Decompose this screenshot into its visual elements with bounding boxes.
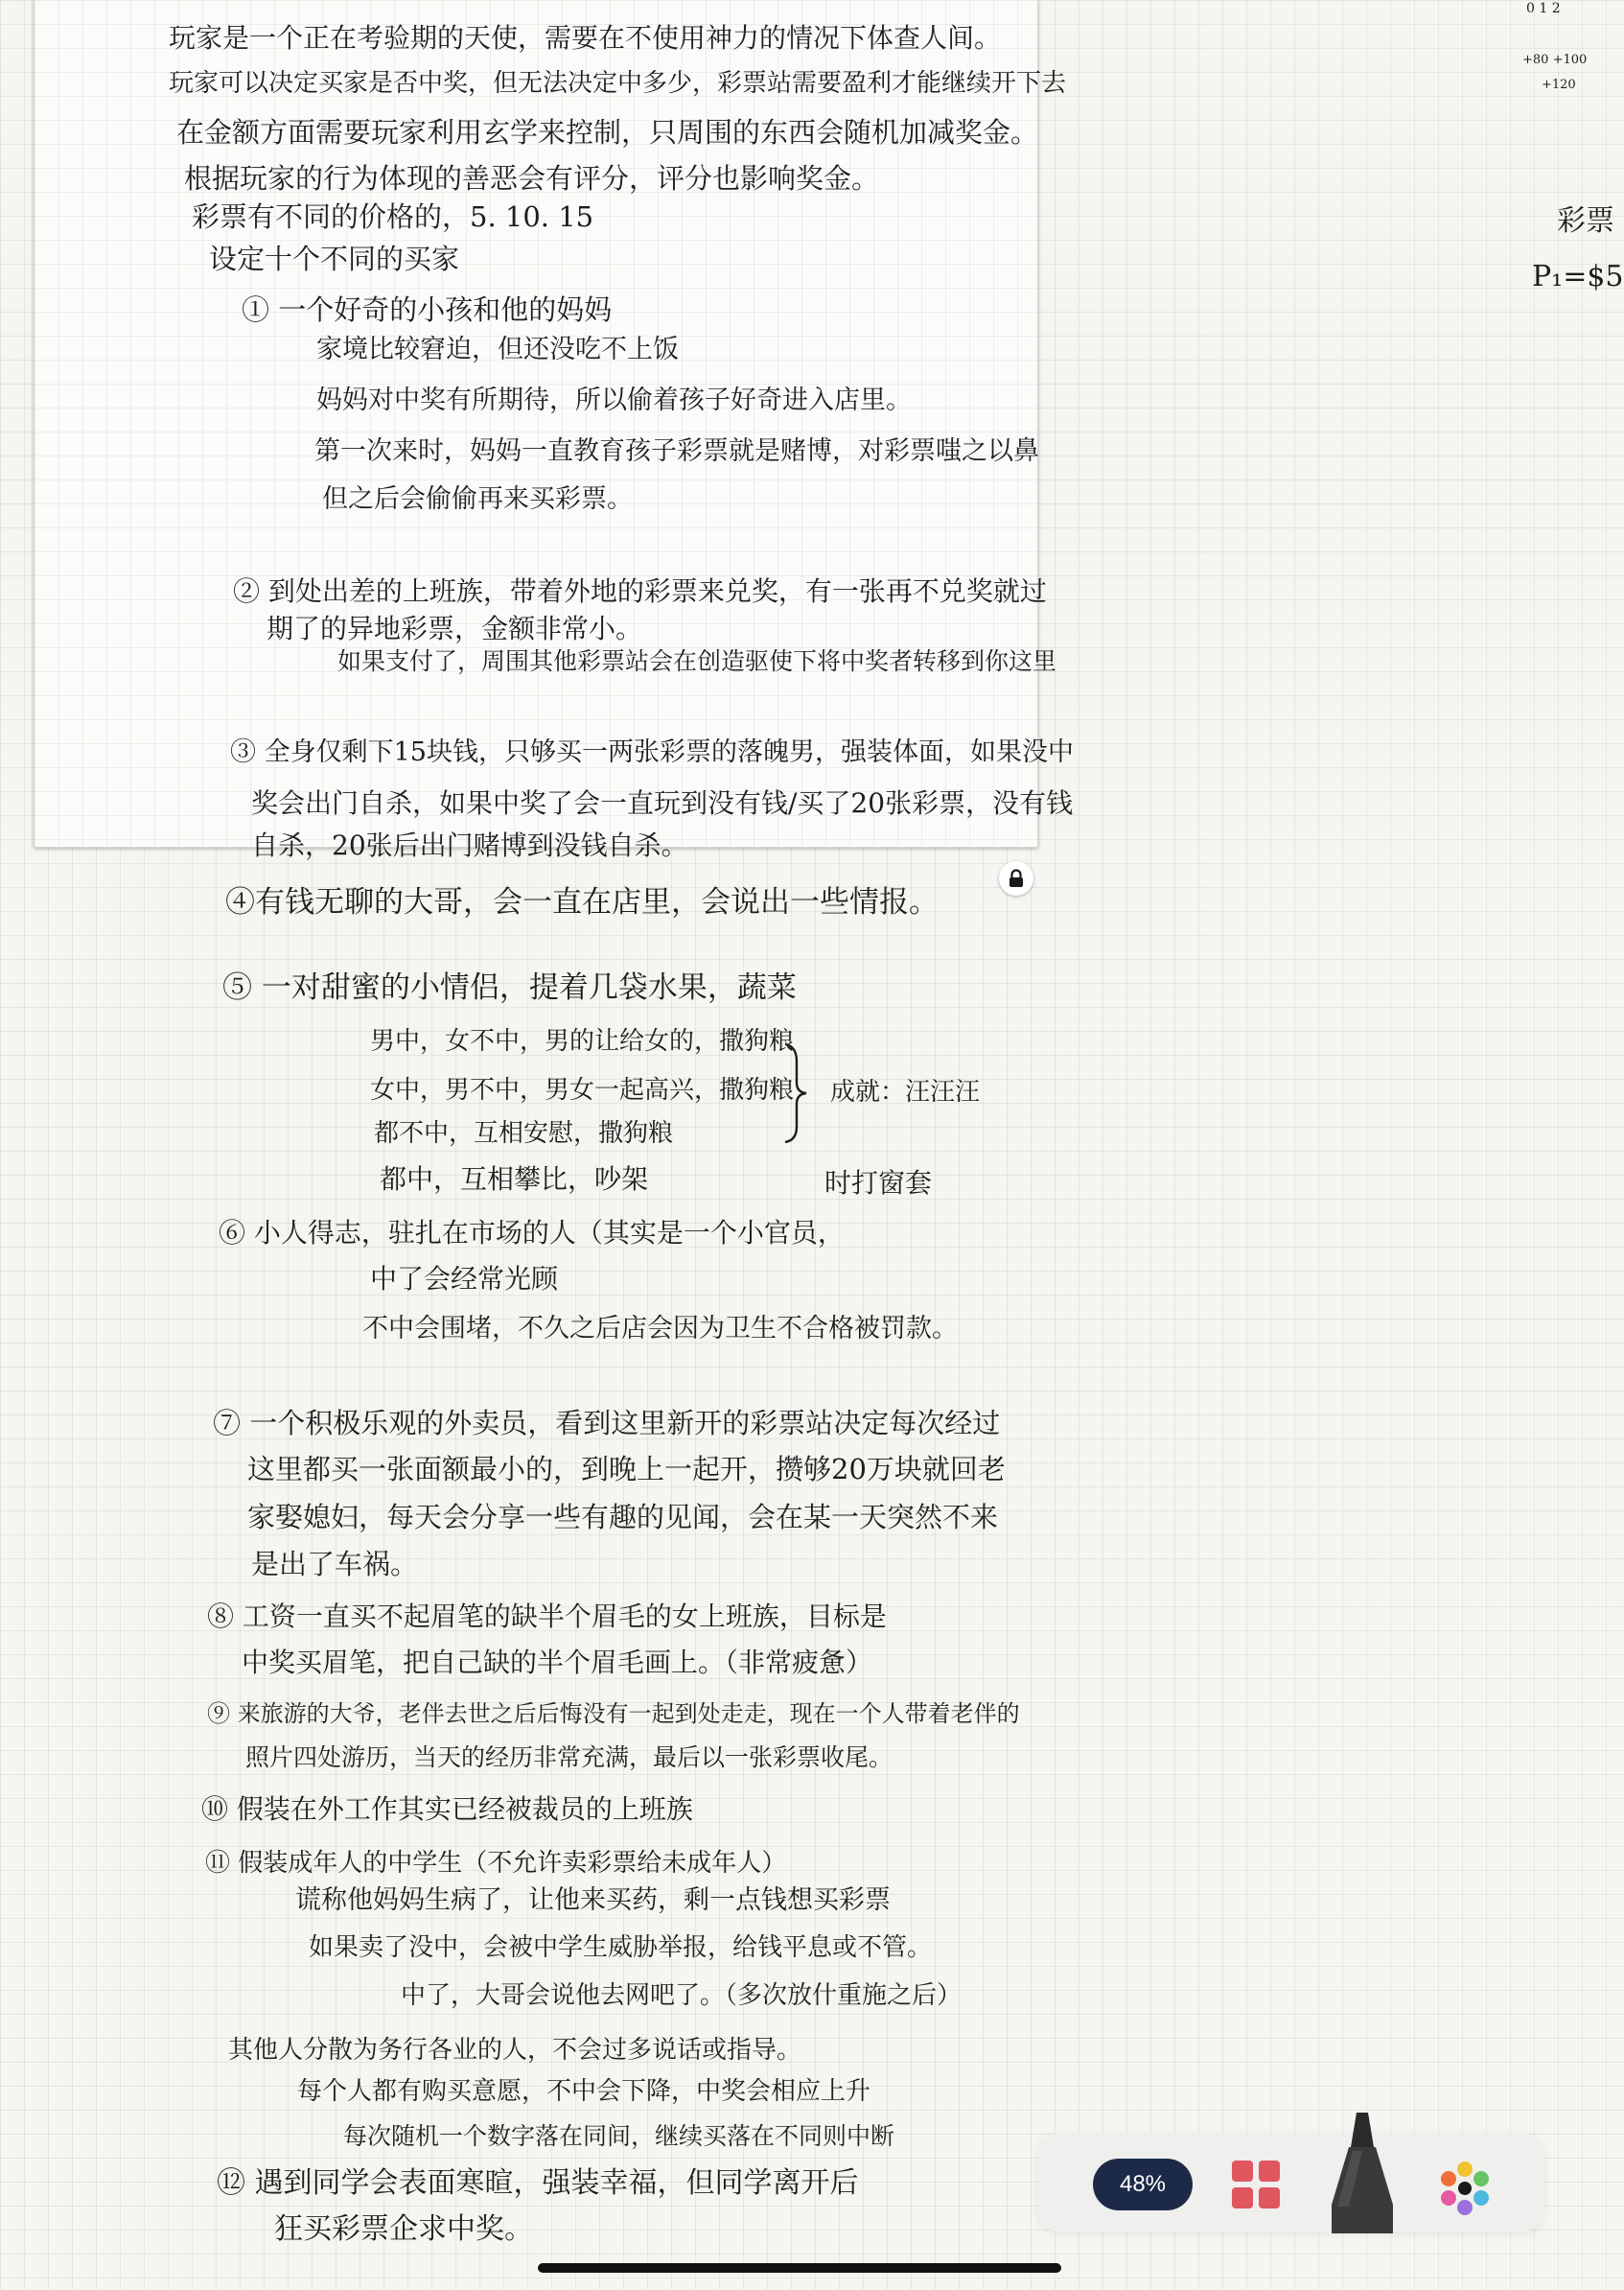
card-line-6: 设定十个不同的买家 xyxy=(209,243,460,275)
lower-line-10: ⑦ 一个积极乐观的外卖员，看到这里新开的彩票站决定每次经过 xyxy=(213,1407,1001,1439)
lower-line-6: 都中，互相攀比，吵架 xyxy=(380,1163,649,1195)
card-line-17: 自杀，20张后出门赌博到没钱自杀。 xyxy=(251,830,688,861)
side-note: 时打窗套 xyxy=(824,1167,933,1199)
card-line-1: 玩家是一个正在考验期的天使，需要在不使用神力的情况下体查人间。 xyxy=(169,22,1002,54)
card-line-14: 如果支付了，周围其他彩票站会在创造驱使下将中奖者转移到你这里 xyxy=(337,647,1057,675)
card-line-8: 家境比较窘迫，但还没吃不上饭 xyxy=(316,335,679,364)
lower-line-23: 其他人分散为务行各业的人，不会过多说话或指导。 xyxy=(228,2036,802,2065)
lower-line-25: 每次随机一个数字落在同间，继续买落在不同则中断 xyxy=(343,2122,895,2150)
lower-line-2: ⑤ 一对甜蜜的小情侣，提着几袋水果，蔬菜 xyxy=(222,970,797,1005)
zoom-level-button[interactable]: 48% xyxy=(1093,2159,1193,2210)
lower-line-8: 中了会经常光顾 xyxy=(370,1263,559,1295)
lower-line-15: 中奖买眉笔，把自己缺的半个眉毛画上。（非常疲惫） xyxy=(242,1647,873,1678)
card-line-16: 奖会出门自杀，如果中奖了会一直玩到没有钱/买了20张彩票，没有钱 xyxy=(251,787,1074,819)
card-line-4: 根据玩家的行为体现的善恶会有评分，评分也影响奖金。 xyxy=(184,162,880,195)
right-edge-row-3: +120 xyxy=(1542,78,1576,92)
card-line-3: 在金额方面需要玩家利用玄学来控制，只周围的东西会随机加减奖金。 xyxy=(176,116,1039,149)
grouping-brace xyxy=(781,1040,810,1146)
right-edge-numbers: 0 1 2 xyxy=(1526,1,1561,16)
lower-line-19: ⑪ 假装成年人的中学生（不允许卖彩票给未成年人） xyxy=(205,1849,787,1878)
lower-line-16: ⑨ 来旅游的大爷，老伴去世之后后悔没有一起到处走走，现在一个人带着老伴的 xyxy=(207,1700,1020,1727)
lower-line-9: 不中会围堵，不久之后店会因为卫生不合格被罚款。 xyxy=(362,1314,958,1344)
lower-line-14: ⑧ 工资一直买不起眉笔的缺半个眉毛的女上班族，目标是 xyxy=(207,1601,887,1632)
brace-note: 成就：汪汪汪 xyxy=(830,1078,981,1107)
floating-toolbar xyxy=(1038,2134,1543,2232)
lower-line-11: 这里都买一张面额最小的，到晚上一起开，攒够20万块就回老 xyxy=(247,1453,1006,1485)
color-palette-icon[interactable] xyxy=(1436,2160,1494,2217)
lower-line-22: 中了，大哥会说他去网吧了。（多次放什重施之后） xyxy=(401,1981,963,2010)
lower-line-5: 都不中，互相安慰，撒狗粮 xyxy=(374,1119,674,1148)
lower-line-7: ⑥ 小人得志，驻扎在市场的人（其实是一个小官员， xyxy=(219,1217,845,1249)
home-indicator[interactable] xyxy=(538,2263,1061,2273)
right-edge-row-2: +80 +100 xyxy=(1522,53,1588,67)
lower-line-4: 女中，男不中，男女一起高兴，撒狗粮 xyxy=(370,1076,795,1105)
lower-line-13: 是出了车祸。 xyxy=(251,1548,419,1580)
lower-line-21: 如果卖了没中，会被中学生威胁举报，给钱平息或不管。 xyxy=(309,1933,933,1962)
right-edge-word: 彩票 xyxy=(1557,204,1614,238)
lower-line-3: 男中，女不中，男的让给女的，撒狗粮 xyxy=(370,1027,795,1056)
card-line-5: 彩票有不同的价格的，5. 10. 15 xyxy=(192,200,594,233)
lower-line-27: 狂买彩票企求中奖。 xyxy=(274,2212,533,2246)
right-edge-formula: P₁=$5 xyxy=(1532,260,1624,293)
card-line-12: ② 到处出差的上班族，带着外地的彩票来兑奖，有一张再不兑奖就过 xyxy=(233,575,1047,607)
lower-line-12: 家娶媳妇，每天会分享一些有趣的见闻，会在某一天突然不来 xyxy=(247,1501,999,1533)
grid-icon[interactable] xyxy=(1232,2161,1280,2208)
lower-line-1: ④有钱无聊的大哥，会一直在店里，会说出一些情报。 xyxy=(225,885,939,920)
lower-line-24: 每个人都有购买意愿，不中会下降，中奖会相应上升 xyxy=(297,2077,871,2106)
card-line-10: 第一次来时，妈妈一直教育孩子彩票就是赌博，对彩票嗤之以鼻 xyxy=(314,436,1039,466)
card-line-11: 但之后会偷偷再来买彩票。 xyxy=(322,484,633,514)
lower-line-26: ⑫ 遇到同学会表面寒暄，强装幸福，但同学离开后 xyxy=(217,2166,859,2200)
lower-line-20: 谎称他妈妈生病了，让他来买药，剩一点钱想买彩票 xyxy=(295,1885,891,1915)
card-line-13: 期了的异地彩票，金额非常小。 xyxy=(267,613,643,644)
card-line-7: ① 一个好奇的小孩和他的妈妈 xyxy=(242,293,613,326)
lower-line-17: 照片四处游历，当天的经历非常充满，最后以一张彩票收尾。 xyxy=(245,1743,893,1771)
lock-icon xyxy=(1008,869,1025,888)
marker-pen-icon[interactable] xyxy=(1324,2113,1401,2233)
card-line-15: ③ 全身仅剩下15块钱，只够买一两张彩票的落魄男，强装体面，如果没中 xyxy=(230,737,1074,767)
card-line-9: 妈妈对中奖有所期待，所以偷着孩子好奇进入店里。 xyxy=(316,386,912,415)
card-line-2: 玩家可以决定买家是否中奖，但无法决定中多少，彩票站需要盈利才能继续开下去 xyxy=(169,69,1067,98)
lower-line-18: ⑩ 假装在外工作其实已经被裁员的上班族 xyxy=(201,1793,693,1825)
card-lock-button[interactable] xyxy=(999,861,1033,896)
